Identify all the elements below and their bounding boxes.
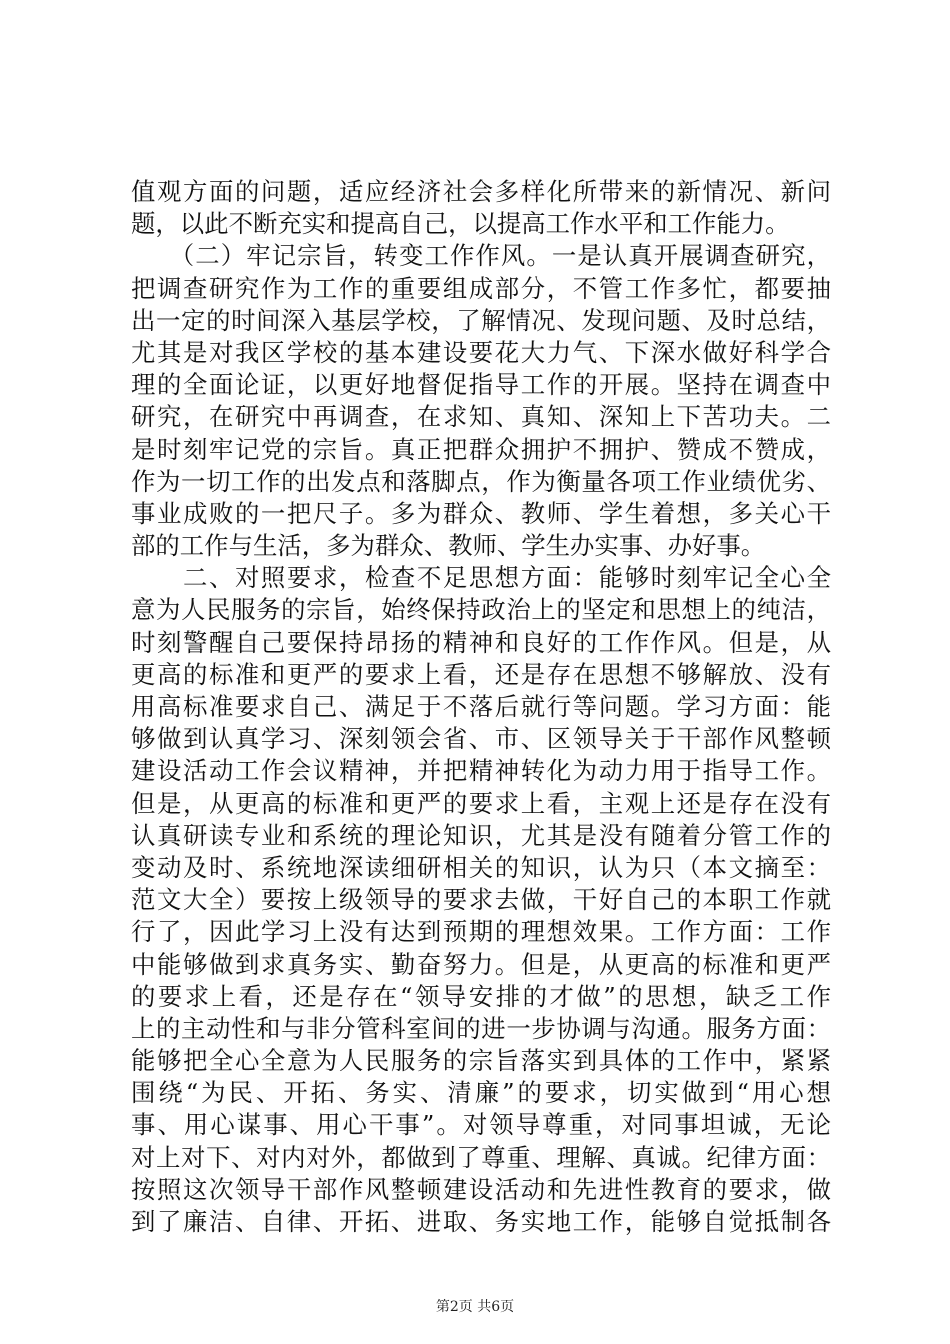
text-line: 意为人民服务的宗旨，始终保持政治上的坚定和思想上的纯洁， <box>131 595 831 625</box>
text-line: 事、用心谋事、用心干事”。对领导尊重，对同事坦诚，无论 <box>131 1110 831 1140</box>
text-line: 作为一切工作的出发点和落脚点，作为衡量各项工作业绩优劣、 <box>131 466 831 496</box>
text-line: 按照这次领导干部作风整顿建设活动和先进性教育的要求，做 <box>131 1174 831 1204</box>
text-line: 认真研读专业和系统的理论知识，尤其是没有随着分管工作的 <box>131 820 831 850</box>
text-line: 值观方面的问题，适应经济社会多样化所带来的新情况、新问 <box>131 177 831 206</box>
text-line: 能够把全心全意为人民服务的宗旨落实到具体的工作中，紧紧 <box>131 1046 831 1076</box>
text-line: 尤其是对我区学校的基本建设要花大力气、下深水做好科学合 <box>131 337 831 367</box>
text-line: 二、对照要求，检查不足思想方面：能够时刻牢记全心全 <box>131 563 831 593</box>
document-body <box>131 176 831 1238</box>
text-line: 是时刻牢记党的宗旨。真正把群众拥护不拥护、赞成不赞成， <box>131 434 831 464</box>
text-line: 出一定的时间深入基层学校，了解情况、发现问题、及时总结， <box>131 305 831 335</box>
text-line: 围绕“为民、开拓、务实、清廉”的要求，切实做到“用心想 <box>131 1078 831 1108</box>
text-line: 研究，在研究中再调查，在求知、真知、深知上下苦功夫。二 <box>131 402 831 432</box>
page-number-label: 第2页 共6页 <box>435 1299 515 1315</box>
text-line: 部的工作与生活，多为群众、教师、学生办实事、办好事。 <box>131 531 766 561</box>
text-line: 的要求上看，还是存在“领导安排的才做”的思想，缺乏工作 <box>131 981 831 1011</box>
page-footer <box>0 1296 950 1316</box>
text-line: 事业成败的一把尺子。多为群众、教师、学生着想，多关心干 <box>131 498 831 528</box>
text-line: 时刻警醒自己要保持昂扬的精神和良好的工作作风。但是，从 <box>131 627 831 657</box>
text-line: 理的全面论证，以更好地督促指导工作的开展。坚持在调查中 <box>131 370 831 400</box>
text-line: 把调查研究作为工作的重要组成部分，不管工作多忙，都要抽 <box>131 273 831 303</box>
text-line: 到了廉洁、自律、开拓、进取、务实地工作，能够自觉抵制各 <box>131 1207 831 1236</box>
text-line: 但是，从更高的标准和更严的要求上看，主观上还是存在没有 <box>131 788 831 818</box>
text-line: 中能够做到求真务实、勤奋努力。但是，从更高的标准和更严 <box>131 949 831 979</box>
text-line: 建设活动工作会议精神，并把精神转化为动力用于指导工作。 <box>131 756 831 786</box>
text-line: 上的主动性和与非分管科室间的进一步协调与沟通。服务方面： <box>131 1013 831 1043</box>
text-line: 够做到认真学习、深刻领会省、市、区领导关于干部作风整顿 <box>131 724 831 754</box>
text-line: （二）牢记宗旨，转变工作作风。一是认真开展调查研究， <box>131 241 831 271</box>
text-line: 对上对下、对内对外，都做到了尊重、理解、真诚。纪律方面： <box>131 1142 831 1172</box>
text-line: 更高的标准和更严的要求上看，还是存在思想不够解放、没有 <box>131 659 831 689</box>
text-line: 变动及时、系统地深读细研相关的知识，认为只（本文摘至： <box>131 852 831 882</box>
text-line: 范文大全）要按上级领导的要求去做，干好自己的本职工作就 <box>131 885 831 915</box>
text-line: 用高标准要求自己、满足于不落后就行等问题。学习方面：能 <box>131 692 831 721</box>
text-line: 行了，因此学习上没有达到预期的理想效果。工作方面：工作 <box>131 917 831 947</box>
text-line: 题，以此不断充实和提高自己，以提高工作水平和工作能力。 <box>131 209 790 239</box>
